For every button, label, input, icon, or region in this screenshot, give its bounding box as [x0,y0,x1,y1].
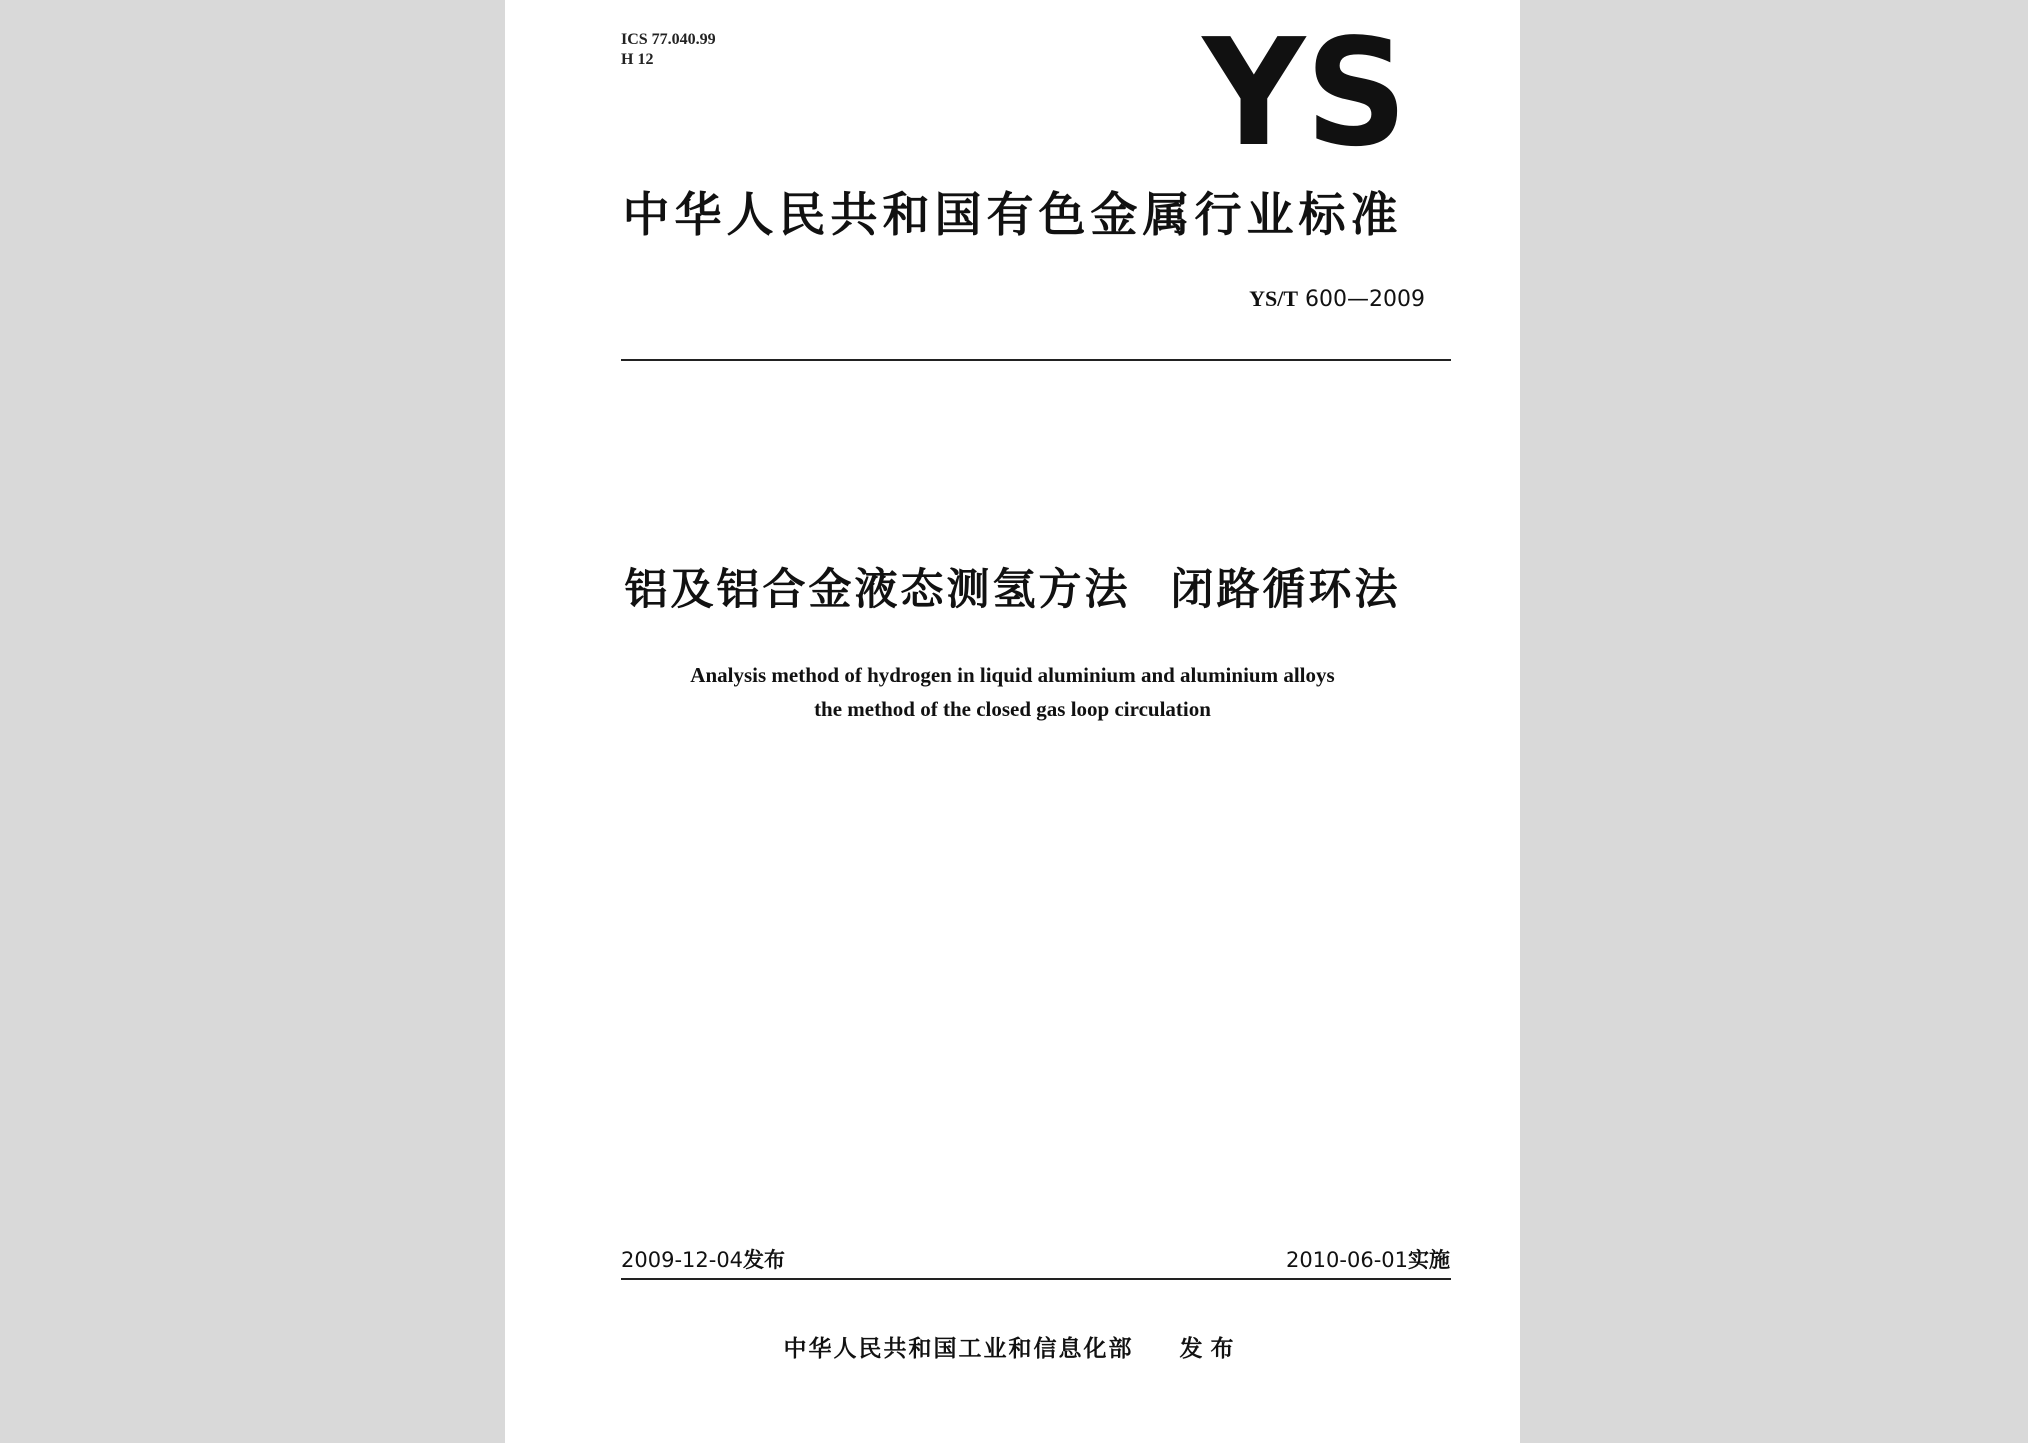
title-chinese-sub: 闭路循环法 [1170,565,1401,615]
standard-code [1249,285,1425,314]
footer-divider [621,1278,1451,1280]
standard-code-number: 600—2009 [1305,287,1425,312]
document-page [505,0,1520,1443]
ys-logo [1195,26,1415,156]
title-chinese [505,560,1520,620]
implementation-date-value: 2010-06-01 [1285,1248,1408,1272]
classification-codes [621,30,716,70]
title-english-line1: Analysis method of hydrogen in liquid aluminium and aluminium alloys [690,663,1335,687]
ics-code: ICS 77.040.99 [621,31,716,48]
implementation-date-label: 实施 [1408,1248,1450,1272]
publisher-verb: 发布 [1179,1336,1242,1362]
standard-code-prefix: YS/T [1249,286,1299,311]
publisher-line [505,1333,1520,1365]
publisher-name: 中华人民共和国工业和信息化部 [783,1336,1134,1362]
ccs-code: H 12 [621,51,654,68]
issue-date [621,1245,785,1275]
title-chinese-main: 铝及铝合金液态测氢方法 [624,565,1131,615]
issue-date-value: 2009-12-04 [621,1248,744,1272]
implementation-date [1286,1245,1450,1275]
title-english [505,658,1520,726]
ys-logo-text: YS [1200,26,1408,156]
header-divider [621,359,1451,361]
title-english-line2: the method of the closed gas loop circulation [814,697,1211,721]
issue-date-label: 发布 [743,1248,786,1272]
standard-org-title: 中华人民共和国有色金属行业标准 [622,188,1403,243]
